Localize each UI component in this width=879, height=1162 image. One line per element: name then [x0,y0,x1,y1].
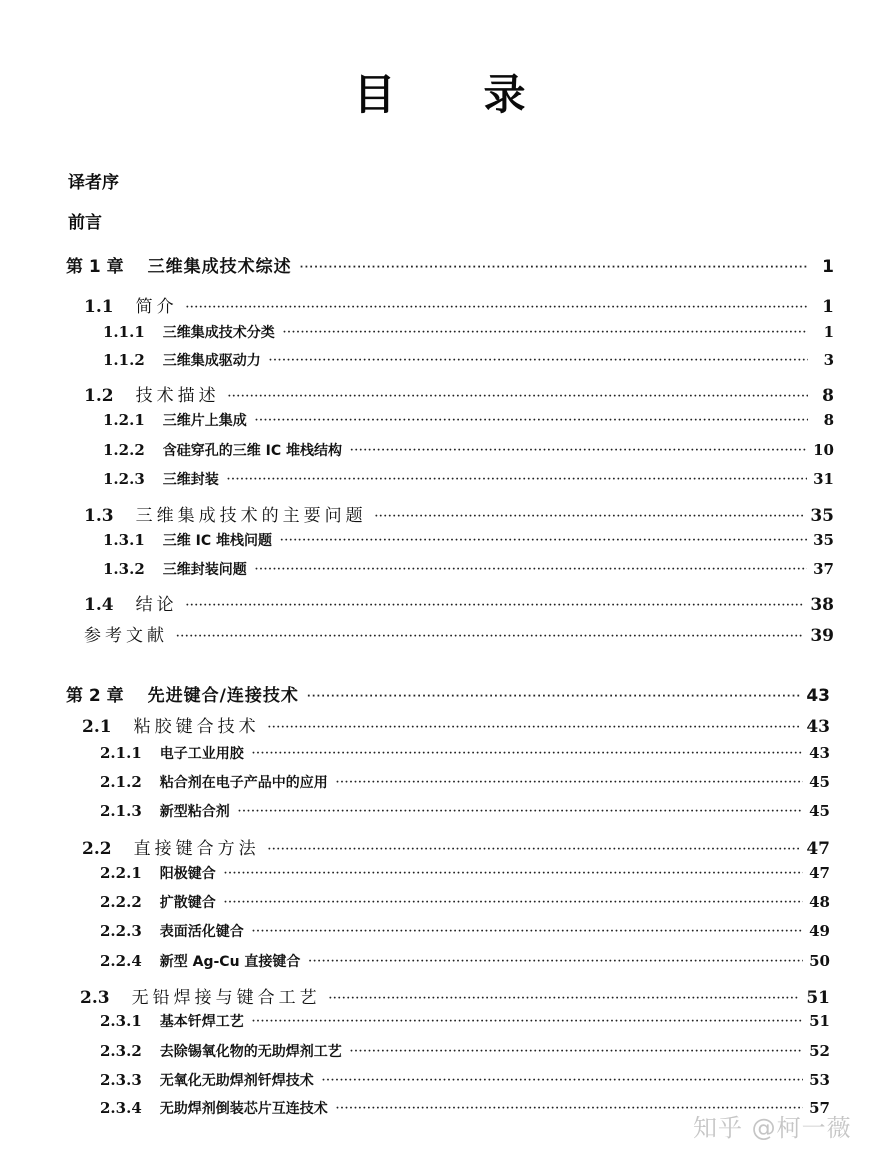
references-title: 参考文献 [84,626,168,646]
toc-subsection-2-3-2[interactable] [100,1041,830,1063]
page-number: 31 [813,470,834,488]
dot-leader [283,327,808,338]
dot-leader [375,511,805,522]
page-number: 49 [809,922,830,940]
section-title: 三维集成技术的主要问题 [135,506,367,526]
subsection-number: 2.1.2 [100,773,142,791]
dot-leader [268,722,801,733]
subsection-number: 2.2.4 [100,952,142,970]
subsection-title: 扩散键合 [159,895,216,911]
page-number: 1 [822,257,834,277]
subsection-title: 无助焊剂倒装芯片互连技术 [159,1101,328,1117]
dot-leader [322,1075,803,1086]
toc-section-1-2[interactable] [84,381,834,406]
section-title: 技术描述 [135,386,220,406]
subsection-number: 1.1.2 [103,351,145,369]
dot-leader [308,956,803,967]
chapter-title: 先进键合/连接技术 [147,686,299,706]
page-number: 43 [806,717,830,737]
dot-leader [176,631,804,642]
page-number: 39 [810,626,834,646]
dot-leader [307,691,800,702]
dot-leader [336,777,803,788]
section-title: 粘胶键合技术 [133,717,260,737]
dot-leader [269,355,808,366]
subsection-number: 1.3.1 [103,531,145,549]
dot-leader [186,600,805,611]
subsection-number: 1.3.2 [103,560,145,578]
page-number: 8 [822,386,834,406]
page-number: 35 [810,506,834,526]
section-number: 2.1 [82,717,112,737]
page-number: 57 [809,1099,830,1117]
section-number: 1.3 [84,506,114,526]
section-title: 结论 [135,595,178,615]
dot-leader [252,926,803,937]
toc-subsection-2-1-3[interactable] [100,801,830,823]
page-number: 50 [809,952,830,970]
section-number: 2.3 [80,988,110,1008]
page-number: 53 [809,1071,830,1089]
subsection-title: 表面活化键合 [159,924,244,940]
toc-subsection-2-3-3[interactable] [100,1070,830,1092]
toc-subsection-2-2-4[interactable] [100,951,830,973]
toc-front-preface[interactable]: 前言 [68,213,102,233]
subsection-number: 2.2.3 [100,922,142,940]
section-number: 2.2 [82,839,112,859]
subsection-number: 2.3.1 [100,1012,142,1030]
toc-subsection-2-2-3[interactable] [100,921,830,943]
dot-leader [280,535,807,546]
subsection-title: 含硅穿孔的三维 IC 堆栈结构 [162,443,342,459]
subsection-title: 三维片上集成 [162,413,247,429]
dot-leader [255,415,808,426]
dot-leader [186,302,808,313]
page-number: 52 [809,1042,830,1060]
toc-chapter-1[interactable] [66,252,834,277]
dot-leader [350,1046,803,1057]
toc-section-2-3[interactable] [80,983,830,1008]
dot-leader [268,844,801,855]
page-number: 35 [813,531,834,549]
toc-section-1-1[interactable] [84,292,834,317]
section-number: 1.1 [84,297,114,317]
chapter-number: 第 2 章 [66,686,124,706]
toc-subsection-1-1-1[interactable] [103,322,834,344]
toc-subsection-1-3-1[interactable] [103,530,834,552]
toc-subsection-1-2-2[interactable] [103,440,834,462]
page-number: 48 [809,893,830,911]
subsection-number: 1.2.1 [103,411,145,429]
toc-front-translator-preface[interactable]: 译者序 [68,173,119,193]
subsection-number: 2.1.3 [100,802,142,820]
toc-subsection-2-1-2[interactable] [100,772,830,794]
dot-leader [228,391,808,402]
page-number: 38 [810,595,834,615]
dot-leader [252,1016,803,1027]
page-number: 51 [809,1012,830,1030]
subsection-title: 三维 IC 堆栈问题 [162,533,272,549]
subsection-number: 2.3.3 [100,1071,142,1089]
toc-section-2-2[interactable] [82,834,830,859]
page-number: 51 [806,988,830,1008]
toc-subsection-1-2-1[interactable] [103,410,834,432]
dot-leader [329,993,801,1004]
chapter-title: 三维集成技术综述 [147,257,292,277]
page-number: 1 [822,297,834,317]
dot-leader [300,262,808,273]
subsection-number: 1.2.2 [103,441,145,459]
subsection-number: 2.3.2 [100,1042,142,1060]
toc-subsection-2-2-2[interactable] [100,892,830,914]
dot-leader [238,806,803,817]
subsection-number: 2.3.4 [100,1099,142,1117]
subsection-title: 新型 Ag-Cu 直接键合 [159,954,301,970]
chapter-number: 第 1 章 [66,257,124,277]
section-number: 1.4 [84,595,114,615]
subsection-number: 2.1.1 [100,744,142,762]
subsection-title: 三维封装问题 [162,562,247,578]
page-number: 43 [809,744,830,762]
subsection-number: 2.2.2 [100,893,142,911]
subsection-title: 电子工业用胶 [159,746,244,762]
page-number: 8 [823,411,834,429]
page-number: 47 [809,864,830,882]
toc-subsection-1-2-3[interactable] [103,469,834,491]
subsection-number: 2.2.1 [100,864,142,882]
toc-subsection-2-1-1[interactable] [100,743,830,765]
dot-leader [227,474,807,485]
toc-section-1-3[interactable] [84,501,834,526]
toc-chapter-2[interactable] [66,681,830,706]
toc-subsection-1-1-2[interactable] [103,350,834,372]
page-number: 1 [823,323,834,341]
subsection-title: 阳极键合 [159,866,216,882]
dot-leader [224,897,803,908]
subsection-number: 1.2.3 [103,470,145,488]
zhihu-watermark: 知乎 @柯一薇 [693,1114,852,1142]
dot-leader [350,445,807,456]
subsection-title: 三维集成驱动力 [162,353,261,369]
page-number: 43 [806,686,830,706]
toc-subsection-2-3-1[interactable] [100,1011,830,1033]
toc-section-2-1[interactable] [82,712,830,737]
page-number: 45 [809,773,830,791]
section-number: 1.2 [84,386,114,406]
section-title: 简介 [135,297,178,317]
dot-leader [255,564,807,575]
toc-section-1-4[interactable] [84,590,834,615]
toc-subsection-2-2-1[interactable] [100,863,830,885]
section-title: 直接键合方法 [133,839,260,859]
dot-leader [252,748,803,759]
toc-references-1[interactable] [84,621,834,646]
subsection-title: 三维集成技术分类 [162,325,275,341]
dot-leader [224,868,803,879]
subsection-title: 去除锡氧化物的无助焊剂工艺 [159,1044,342,1060]
page-number: 37 [813,560,834,578]
subsection-title: 粘合剂在电子产品中的应用 [159,775,328,791]
subsection-title: 基本钎焊工艺 [159,1014,244,1030]
subsection-title: 三维封装 [162,472,219,488]
page-title: 目录 [353,70,614,119]
subsection-title: 新型粘合剂 [159,804,230,820]
page-number: 3 [823,351,834,369]
subsection-number: 1.1.1 [103,323,145,341]
page-number: 45 [809,802,830,820]
page-number: 47 [806,839,830,859]
subsection-title: 无氧化无助焊剂钎焊技术 [159,1073,314,1089]
toc-subsection-1-3-2[interactable] [103,559,834,581]
section-title: 无铅焊接与键合工艺 [131,988,321,1008]
page-number: 10 [813,441,834,459]
